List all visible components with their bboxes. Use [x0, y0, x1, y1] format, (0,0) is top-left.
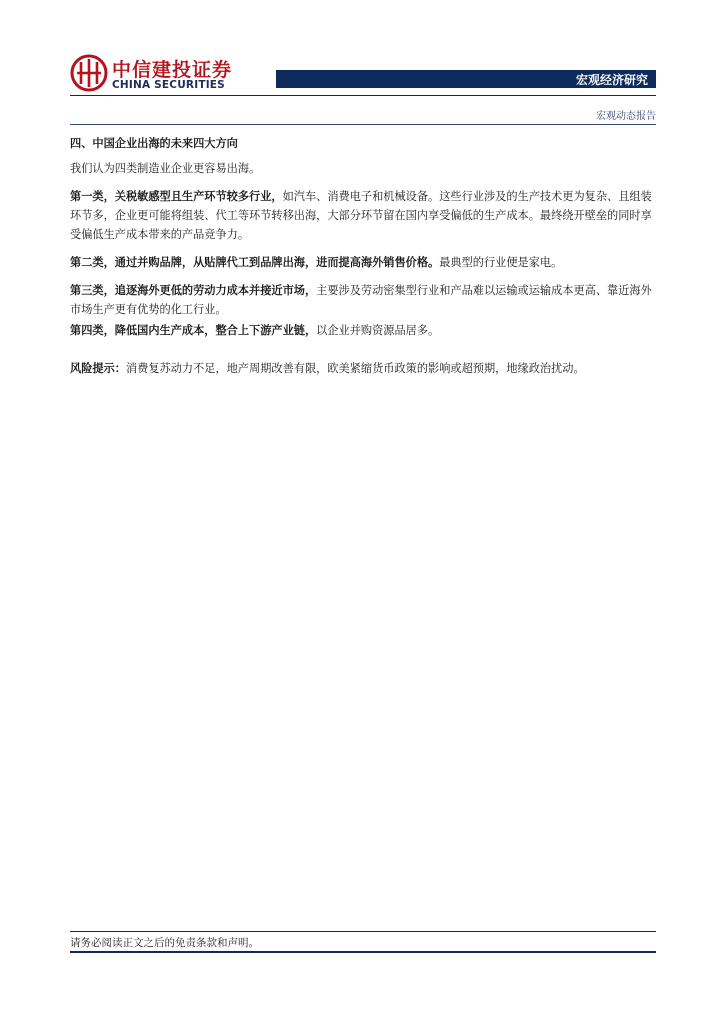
footer-divider — [70, 931, 656, 932]
risk-text: 消费复苏动力不足，地产周期改善有限，欧美紧缩货币政策的影响或超预期，地缘政治扰动。 — [125, 362, 585, 375]
category-lead-3: 第三类，追逐海外更低的劳动力成本并接近市场， — [70, 284, 317, 297]
category-text-2: 最典型的行业便是家电。 — [439, 256, 563, 269]
main-content — [70, 134, 656, 387]
china-securities-logo-icon — [70, 54, 108, 92]
category-paragraph-4 — [70, 321, 656, 340]
category-text-1: 如汽车、消费电子和机械设备。这些行业涉及的生产技术更为复杂、且组装环节多，企业更可能将组装、代工等环节转移出海，大部分环节留在国内享受偏低的生产成本。最终绕开壁垒的同时享受偏低生产成本带来的产品竞争力。 — [70, 190, 652, 241]
section-title: 四、中国企业出海的未来四大方向 — [70, 137, 238, 150]
category-lead-2: 第二类，通过并购品牌，从贴牌代工到品牌出海，进而提高海外销售价格。 — [70, 256, 440, 269]
company-logo — [70, 54, 240, 94]
category-lead-4: 第四类，降低国内生产成本，整合上下游产业链， — [70, 324, 317, 337]
content-divider — [70, 124, 656, 125]
risk-paragraph — [70, 359, 656, 378]
category-paragraph-2 — [70, 253, 656, 272]
header-bar — [276, 70, 656, 88]
category-text-3: 主要涉及劳动密集型行业和产品难以运输或运输成本更高、靠近海外市场生产更有优势的化工行业。 — [70, 284, 652, 316]
footer-bottom-divider — [70, 951, 656, 953]
category-paragraph-3 — [70, 281, 656, 319]
footer-disclaimer: 请务必阅读正文之后的免责条款和声明。 — [70, 937, 259, 949]
intro-paragraph: 我们认为四类制造业企业更容易出海。 — [70, 162, 261, 175]
header-title: 宏观经济研究 — [575, 73, 648, 87]
logo-english-name: CHINA SECURITIES — [112, 79, 225, 91]
logo-chinese-name: 中信建投证券 — [112, 59, 233, 81]
report-type-label: 宏观动态报告 — [596, 111, 656, 122]
category-text-4: 以企业并购资源品居多。 — [316, 324, 440, 337]
spacer — [70, 349, 656, 359]
risk-lead: 风险提示： — [70, 362, 126, 375]
header-divider — [70, 95, 656, 96]
category-paragraph-1 — [70, 187, 656, 244]
category-lead-1: 第一类，关税敏感型且生产环节较多行业， — [70, 190, 283, 203]
